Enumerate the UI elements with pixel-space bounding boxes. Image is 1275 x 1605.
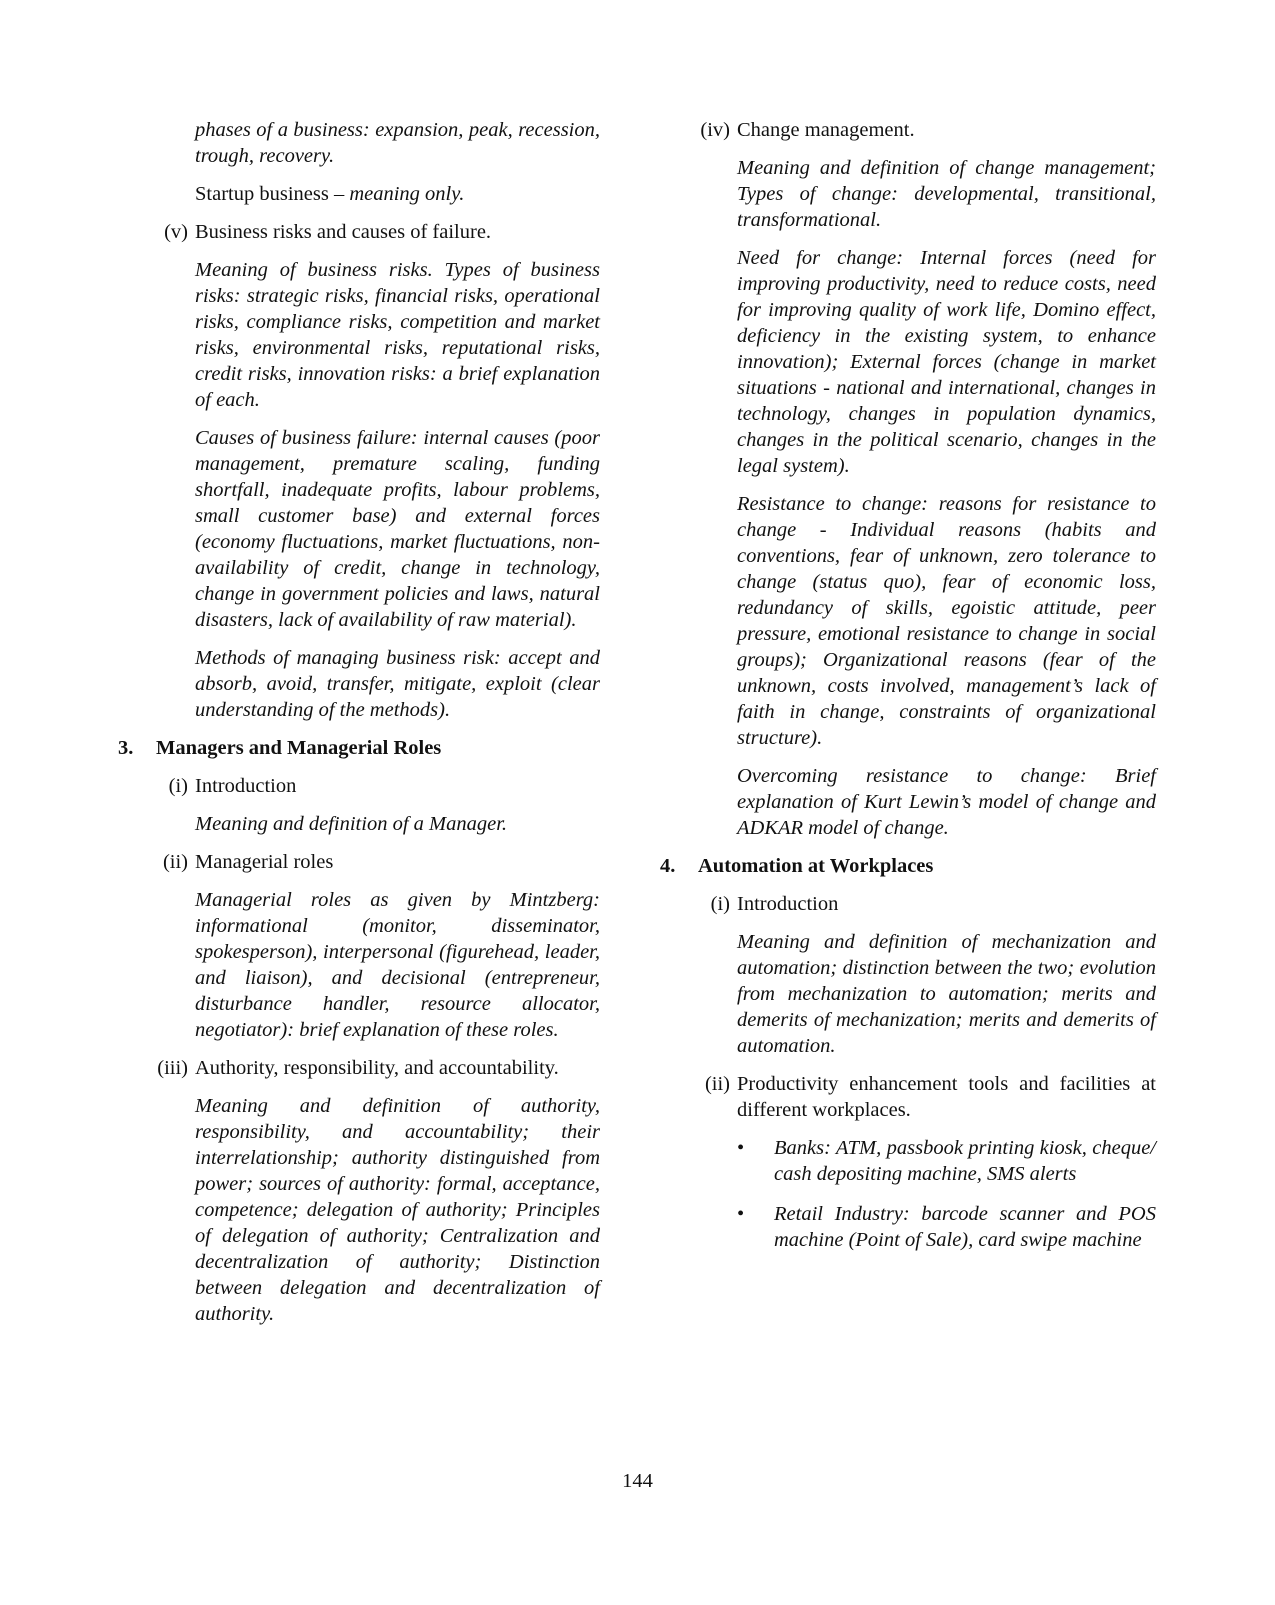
paragraph-managing-risk: Methods of managing business risk: accept and absorb, avoid, transfer, mitigate, exploit (clear understanding of the methods). xyxy=(195,647,600,721)
subsection-title: Managerial roles xyxy=(195,851,334,873)
bullet-text: Banks: ATM, passbook printing kiosk, cheque/ cash depositing machine, SMS alerts xyxy=(774,1137,1156,1185)
bullet-icon: • xyxy=(737,1137,745,1159)
section-number: 4. xyxy=(660,855,676,877)
bullet-item-retail xyxy=(737,1201,1156,1253)
paragraph-mintzberg-roles: Managerial roles as given by Mintzberg: informational (monitor, disseminator, spokesperson), interpersonal (figurehead, leader, and liaison), and decisional (entrepreneur, disturbance handler, resource allocator, negotiator): brief explanation of these roles. xyxy=(195,889,600,1041)
bullet-text: Retail Industry: barcode scanner and POS machine (Point of Sale), card swipe machine xyxy=(774,1203,1156,1251)
left-column xyxy=(118,117,600,1339)
subsection-title: Change management. xyxy=(737,119,915,141)
subsection-number: (i) xyxy=(168,775,188,797)
paragraph-authority: Meaning and definition of authority, responsibility, and accountability; their interrelationship; authority distinguished from power; sources of authority: formal, acceptance, competence; delegation of authority; Principles of delegation of authority; Centralization and decentralization of authority; Distinction between delegation and decentralization of authority. xyxy=(195,1095,600,1325)
page-number: 144 xyxy=(622,1470,653,1492)
startup-note: meaning only. xyxy=(349,183,465,205)
paragraph-resistance-to-change: Resistance to change: reasons for resistance to change - Individual reasons (habits and conventions, fear of unknown, zero tolerance to change (status quo), fear of economic loss, redundancy of skills, egoistic attitude, peer pressure, emotional resistance to change in social groups); Organizational reasons (fear of the unknown, costs involved, management’s lack of faith in change, constraints of organizational structure). xyxy=(737,493,1156,749)
subsection-title: Introduction xyxy=(737,893,839,915)
section-title: Automation at Workplaces xyxy=(698,855,934,877)
paragraph-startup-business xyxy=(195,181,600,207)
subsection-number: (ii) xyxy=(704,1073,730,1095)
subsection-title: Business risks and causes of failure. xyxy=(195,221,492,243)
subsection-number: (ii) xyxy=(162,851,188,873)
subsection-v xyxy=(118,219,600,245)
paragraph-business-phases: phases of a business: expansion, peak, recession, trough, recovery. xyxy=(195,119,600,167)
subsection-title: Authority, responsibility, and accountability. xyxy=(195,1057,559,1079)
paragraph-need-for-change: Need for change: Internal forces (need for improving productivity, need to reduce costs, need for improving quality of work life, Domino effect, deficiency in the existing system, to enhance innovation); External forces (change in market situations - national and international, changes in technology, changes in population dynamics, changes in the political scenario, changes in the legal system). xyxy=(737,247,1156,477)
paragraph-manager-meaning: Meaning and definition of a Manager. xyxy=(195,813,508,835)
subsection-number: (i) xyxy=(710,893,730,915)
subsection-ii xyxy=(118,849,600,875)
bullet-icon: • xyxy=(737,1203,745,1225)
paragraph-mechanization-automation: Meaning and definition of mechanization and automation; distinction between the two; evolution from mechanization to automation; merits and demerits of mechanization; merits and demerits of automation. xyxy=(737,931,1156,1057)
subsection-number: (iv) xyxy=(700,119,730,141)
paragraph-business-failure: Causes of business failure: internal causes (poor management, premature scaling, funding shortfall, inadequate profits, labour problems, small customer base) and external forces (economy fluctuations, market fluctuations, non-availability of credit, change in technology, change in government policies and laws, natural disasters, lack of availability of raw material). xyxy=(195,427,600,631)
paragraph-business-risks: Meaning of business risks. Types of business risks: strategic risks, financial risks, operational risks, compliance risks, competition and market risks, environmental risks, reputational risks, credit risks, innovation risks: a brief explanation of each. xyxy=(195,259,600,411)
subsection-iii xyxy=(118,1055,600,1081)
subsection-i xyxy=(660,891,1156,917)
subsection-ii xyxy=(660,1071,1156,1123)
subsection-title: Introduction xyxy=(195,775,297,797)
section-4-heading xyxy=(660,853,1156,879)
startup-label: Startup business – xyxy=(195,183,350,205)
section-3-heading xyxy=(118,735,600,761)
subsection-number: (iii) xyxy=(157,1057,188,1079)
section-title: Managers and Managerial Roles xyxy=(156,737,442,759)
subsection-i xyxy=(118,773,600,799)
paragraph-change-management-meaning: Meaning and definition of change management; Types of change: developmental, transitional, transformational. xyxy=(737,157,1156,231)
paragraph-overcoming-resistance: Overcoming resistance to change: Brief explanation of Kurt Lewin’s model of change and ADKAR model of change. xyxy=(737,765,1156,839)
section-number: 3. xyxy=(118,737,134,759)
bullet-item-banks xyxy=(737,1135,1156,1187)
subsection-number: (v) xyxy=(164,221,188,243)
right-column xyxy=(660,117,1156,1267)
subsection-title: Productivity enhancement tools and facilities at different workplaces. xyxy=(737,1073,1156,1121)
subsection-iv xyxy=(660,117,1156,143)
